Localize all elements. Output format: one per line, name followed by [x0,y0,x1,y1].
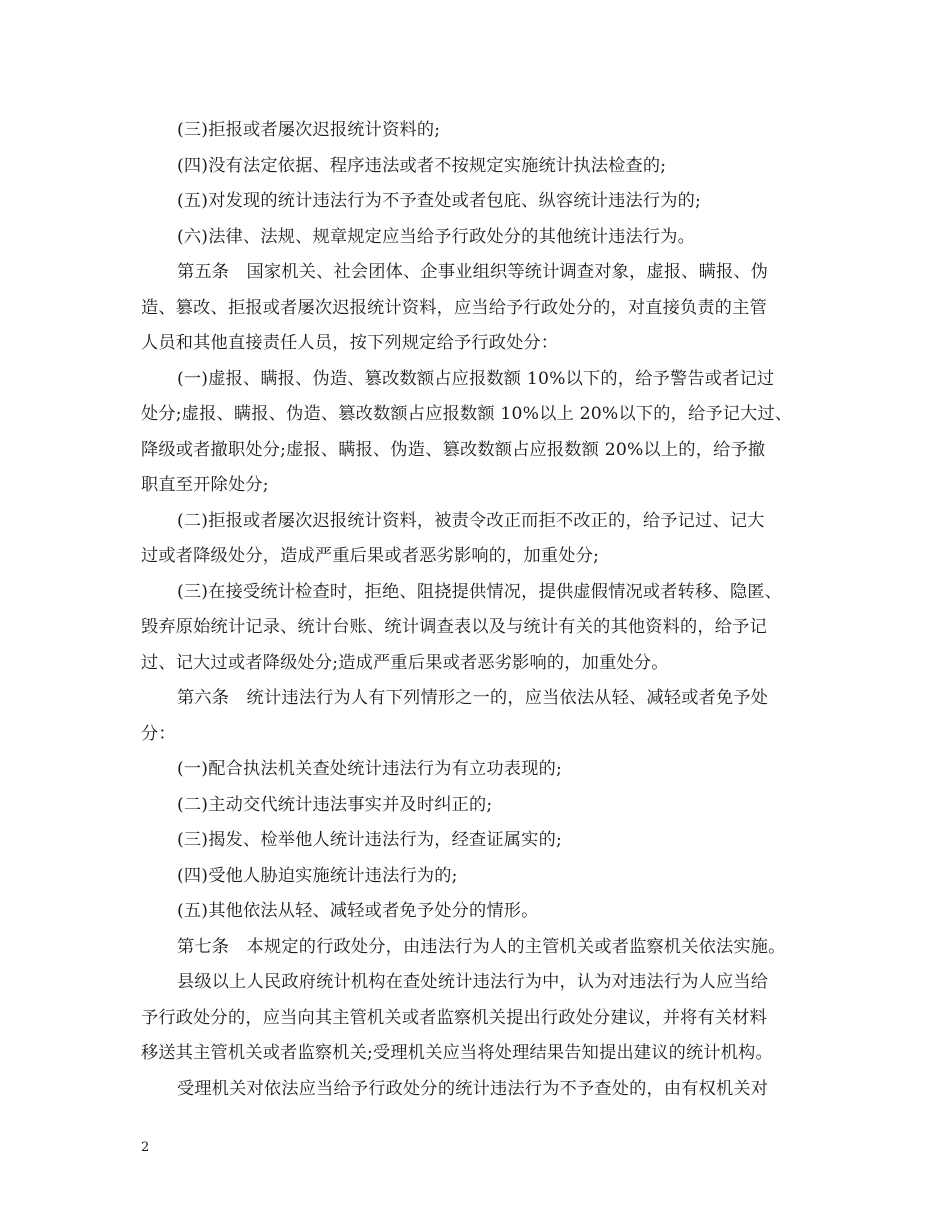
text-line: (二)主动交代统计违法事实并及时纠正的; [177,794,493,815]
text-line: (三)在接受统计检查时，拒绝、阻挠提供情况，提供虚假情况或者转移、隐匿、 [177,581,782,602]
text-line: 予行政处分的，应当向其主管机关或者监察机关提出行政处分建议，并将有关材料 [141,1007,767,1028]
text-line: 处分;虚报、瞒报、伪造、篡改数额占应报数额 10%以上 20%以下的，给予记大过、 [141,404,793,424]
text-line: (一)配合执法机关查处统计违法行为有立功表现的; [177,759,562,779]
text-line: (三)揭发、检举他人统计违法行为，经查证属实的; [177,830,562,850]
text-line: (一)虚报、瞒报、伪造、篡改数额占应报数额 10%以下的，给予警告或者记过 [177,368,775,389]
text-line: 造、篡改、拒报或者屡次迟报统计资料，应当给予行政处分的，对直接负责的主管 [141,297,767,318]
text-line: 县级以上人民政府统计机构在查处统计违法行为中，认为对违法行为人应当给 [177,972,769,992]
article-5-heading-line: 第五条 国家机关、社会团体、企事业组织等统计调查对象，虚报、瞒报、伪 [177,262,769,282]
text-line: 人员和其他直接责任人员，按下列规定给予行政处分： [141,333,559,353]
text-line: 受理机关对依法应当给予行政处分的统计违法行为不予查处的，由有权机关对 [177,1078,769,1099]
text-line: 移送其主管机关或者监察机关;受理机关应当将处理结果告知提出建议的统计机构。 [141,1043,773,1063]
text-line: (四)受他人胁迫实施统计违法行为的; [177,865,458,886]
document-body [141,113,817,1107]
text-line: (二)拒报或者屡次迟报统计资料，被责令改正而拒不改正的，给予记过、记大 [177,510,765,531]
text-line: (五)其他依法从轻、减轻或者免予处分的情形。 [177,901,539,921]
text-line: (四)没有法定依据、程序违法或者不按规定实施统计执法检查的; [177,155,667,176]
text-line: 过或者降级处分，造成严重后果或者恶劣影响的，加重处分; [141,546,600,566]
text-line: (六)法律、法规、规章规定应当给予行政处分的其他统计违法行为。 [177,226,696,247]
text-line: (三)拒报或者屡次迟报统计资料的; [177,120,441,140]
article-6-heading-line: 第六条 统计违法行为人有下列情形之一的，应当依法从轻、减轻或者免予处 [177,688,769,708]
text-line: 降级或者撤职处分;虚报、瞒报、伪造、篡改数额占应报数额 20%以上的，给予撤 [141,439,766,460]
text-line: (五)对发现的统计违法行为不予查处或者包庇、纵容统计违法行为的; [177,191,702,211]
text-line: 职直至开除处分; [141,475,269,495]
page-number: 2 [141,1140,150,1155]
text-line: 分： [141,723,176,744]
text-line: 过、记大过或者降级处分;造成严重后果或者恶劣影响的，加重处分。 [141,652,669,673]
article-7-heading-line: 第七条 本规定的行政处分，由违法行为人的主管机关或者监察机关依法实施。 [177,936,786,957]
text-line: 毁弃原始统计记录、统计台账、统计调查表以及与统计有关的其他资料的，给予记 [141,617,767,637]
